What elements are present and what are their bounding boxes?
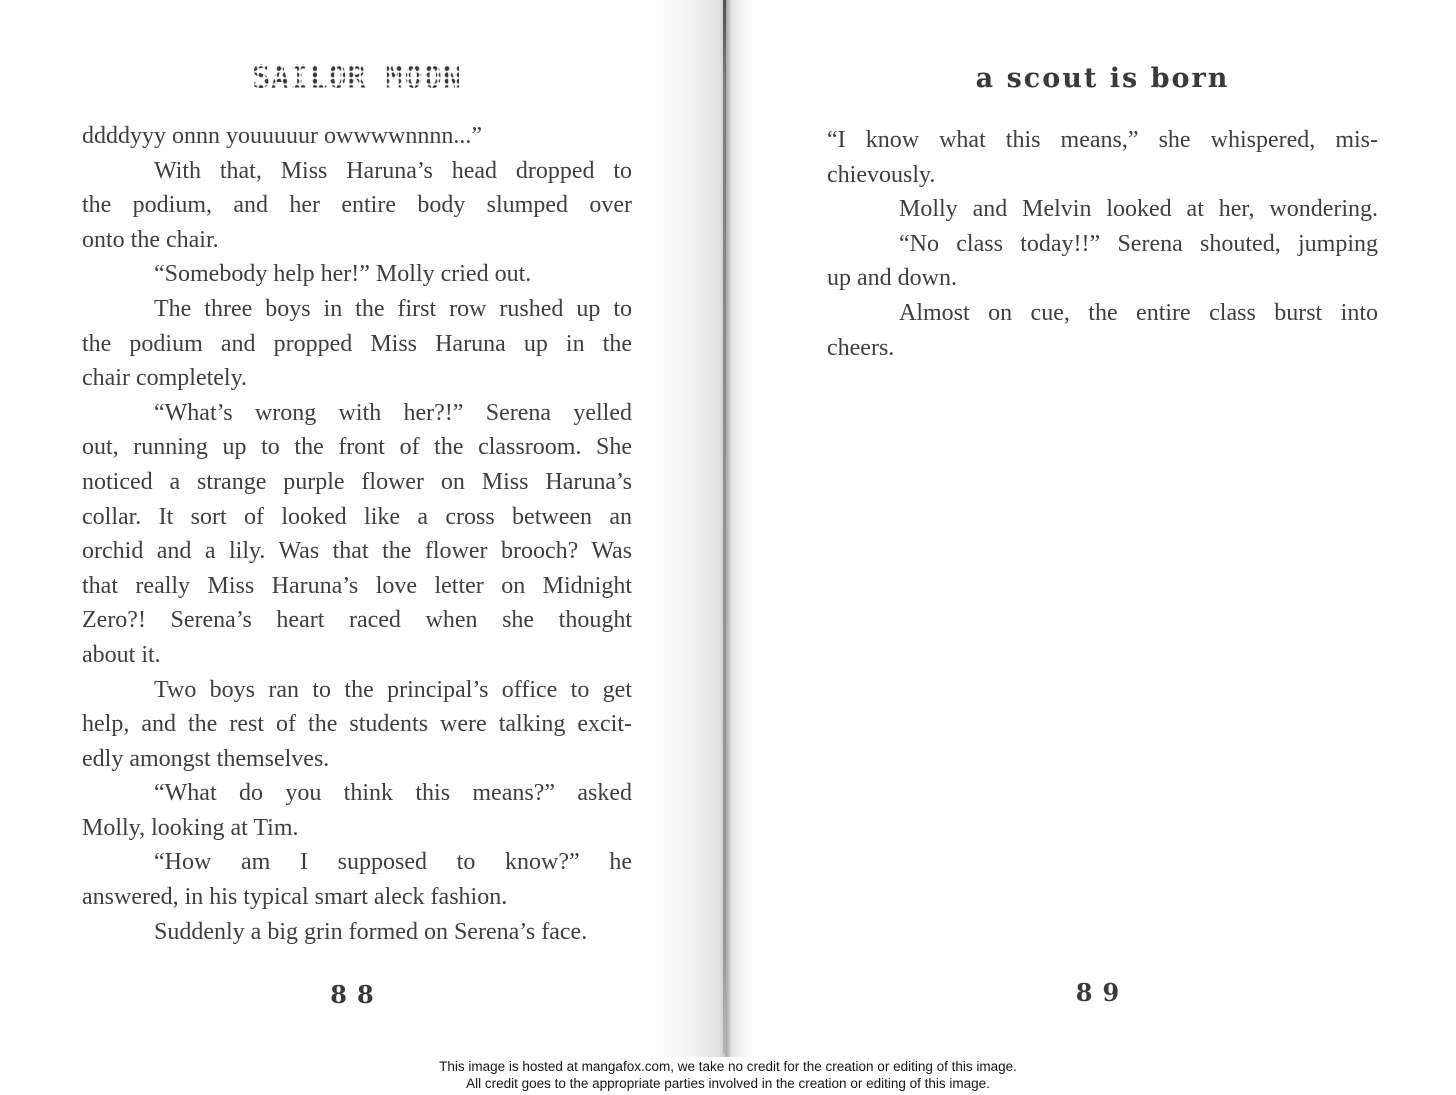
page-gutter-line [723,0,726,1054]
text-line: edly amongst themselves. [82,745,330,772]
text-line: “How am I supposed to know?” he [154,849,632,876]
text-line: Zero?! Serena’s heart raced when she thought [82,607,632,634]
text-line: “I know what this means,” she whispered, mis- [827,127,1378,153]
text-line: “Somebody help her!” Molly cried out. [154,261,532,288]
left-page-header [82,60,632,95]
page-number-right: 89 [1075,978,1130,1007]
text-line: onto the chair. [82,226,219,253]
footer-disclaimer [0,1058,1456,1092]
right-page-header [827,63,1378,94]
text-line: Suddenly a big grin formed on Serena’s face. [154,918,588,945]
text-line: answered, in his typical smart aleck fashion. [82,884,508,911]
disclaimer-line-2: All credit goes to the appropriate parties involved in the creation or editing of this image. [466,1076,990,1091]
text-line: cheers. [827,334,895,361]
text-line: out, running up to the front of the classroom. She [82,434,632,461]
text-line: the podium, and her entire body slumped over [82,192,632,219]
text-line: Molly, looking at Tim. [82,814,299,841]
right-page-body [827,123,1378,365]
text-line: “No class today!!” Serena shouted, jumping [899,230,1378,257]
left-page-body [82,119,632,949]
left-page-number-wrap [82,980,632,1009]
text-line: that really Miss Haruna’s love letter on Midnight [82,572,632,599]
text-line: about it. [82,641,161,668]
text-line: “What’s wrong with her?!” Serena yelled [154,399,632,426]
text-line: ddddyyy onnn youuuuur owwwwnnnn...” [82,123,482,149]
page-number-left: 88 [330,980,384,1009]
text-line: With that, Miss Haruna’s head dropped to [154,157,632,184]
right-page-number-wrap [827,978,1378,1007]
text-line: help, and the rest of the students were talking excit- [82,711,632,738]
page-gutter-shadow [648,0,754,1057]
text-line: Molly and Melvin looked at her, wondering. [899,196,1378,223]
text-line: noticed a strange purple flower on Miss Haruna’s [82,468,632,495]
text-line: Two boys ran to the principal’s office to get [154,676,632,703]
text-line: Almost on cue, the entire class burst into [899,299,1378,326]
text-line: up and down. [827,265,957,292]
text-line: chair completely. [82,365,248,392]
disclaimer-line-1: This image is hosted at mangafox.com, we take no credit for the creation or editing of this image. [439,1059,1017,1074]
text-line: collar. It sort of looked like a cross between an [82,503,632,530]
text-line: chievously. [827,161,936,188]
text-line: orchid and a lily. Was that the flower brooch? Was [82,538,632,565]
text-line: The three boys in the first row rushed up to [154,295,632,322]
text-line: “What do you think this means?” asked [154,780,632,807]
sailor-moon-logo: SAILOR MOON [252,59,462,96]
chapter-title: a scout is born [975,63,1230,94]
text-line: the podium and propped Miss Haruna up in the [82,330,632,357]
